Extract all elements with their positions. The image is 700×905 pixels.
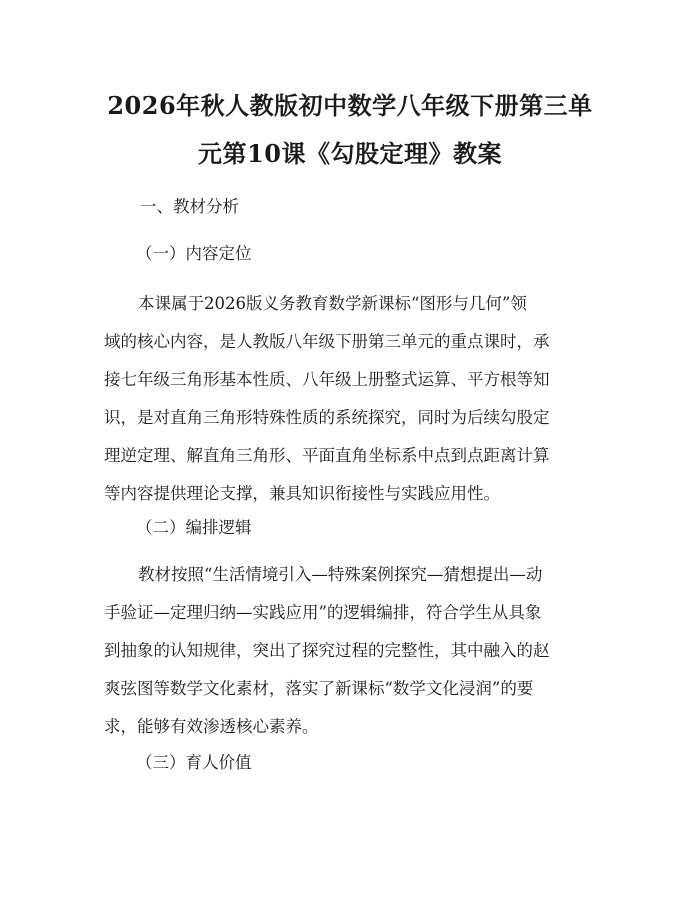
paragraph-line: 接七年级三角形基本性质、八年级上册整式运算、平方根等知: [104, 370, 550, 389]
document-title-line-2: 元第10课《勾股定理》教案: [198, 139, 502, 168]
subsection-heading-arrangement-logic: （二）编排逻辑: [136, 518, 252, 537]
paragraph-line: 等内容提供理论支撑，兼具知识衔接性与实践应用性。: [104, 484, 500, 503]
paragraph-line: 爽弦图等数学文化素材，落实了新课标“数学文化浸润”的要: [104, 679, 534, 698]
paragraph-line: 手验证—定理归纳—实践应用”的逻辑编排，符合学生从具象: [104, 603, 542, 622]
paragraph-line: 理逆定理、解直角三角形、平面直角坐标系中点到点距离计算: [104, 446, 550, 465]
paragraph-line: 识，是对直角三角形特殊性质的系统探究，同时为后续勾股定: [104, 408, 550, 427]
paragraph-line: 到抽象的认知规律，突出了探究过程的完整性，其中融入的赵: [104, 641, 550, 660]
document-title-line-1: 2026年秋人教版初中数学八年级下册第三单: [107, 91, 593, 120]
subsection-heading-educational-value: （三）育人价值: [136, 753, 252, 772]
paragraph-line: 教材按照“生活情境引入—特殊案例探究—猜想提出—动: [138, 565, 543, 584]
subsection-heading-content-positioning: （一）内容定位: [136, 244, 252, 263]
section-heading-teaching-material-analysis: 一、教材分析: [140, 197, 239, 216]
paragraph-line: 求，能够有效渗透核心素养。: [104, 717, 319, 736]
paragraph-line: 域的核心内容，是人教版八年级下册第三单元的重点课时，承: [104, 332, 550, 351]
paragraph-line: 本课属于2026版义务教育数学新课标“图形与几何”领: [138, 294, 527, 313]
